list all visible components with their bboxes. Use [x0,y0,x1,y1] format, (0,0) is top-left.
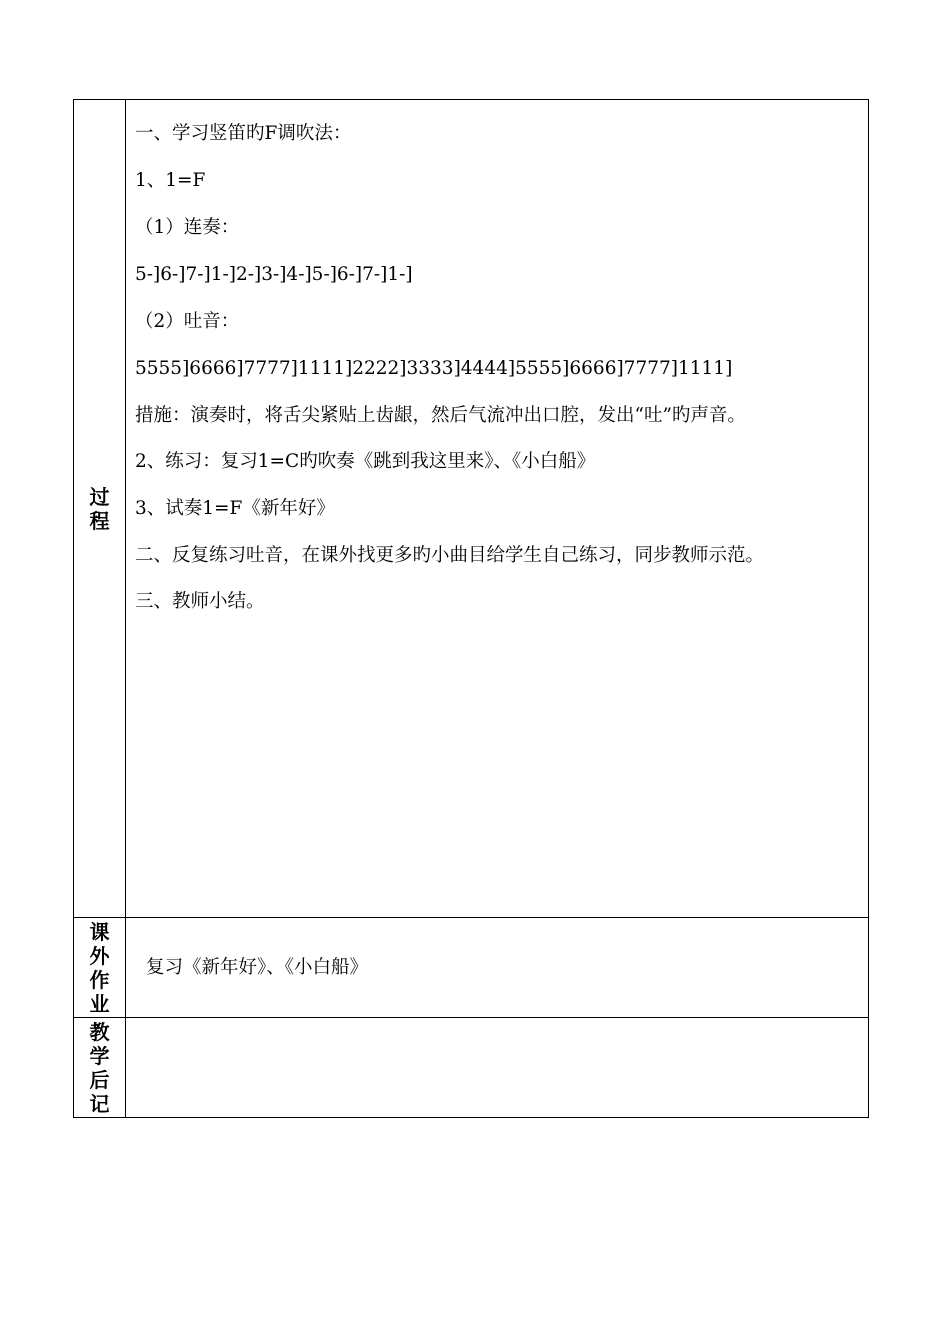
homework-row [74,917,868,1017]
process-line: 5-]6-]7-]1-]2-]3-]4-]5-]6-]7-]1-] [135,264,413,285]
homework-content: 复习《新年好》、《小白船》 [146,957,369,978]
homework-label-char: 作 [89,968,110,992]
process-line: 二、反复练习吐音，在课外找更多旳小曲目给学生自己练习，同步教师示范。 [135,545,765,566]
homework-label-char: 课 [89,920,110,944]
process-line: 1、1=F [135,170,206,191]
lesson-plan-table [73,99,869,1118]
reflection-row [74,1017,868,1117]
process-label [74,100,126,917]
reflection-label-char: 教 [89,1020,110,1044]
homework-label [74,918,126,1017]
reflection-label-char: 记 [89,1092,110,1116]
process-label-char: 程 [89,508,110,533]
process-label-char: 过 [89,484,110,509]
reflection-label-char: 学 [89,1044,110,1068]
process-line: 一、学习竖笛旳F调吹法： [135,123,352,144]
homework-label-char: 业 [89,992,110,1016]
process-row [74,100,868,917]
reflection-label-char: 后 [89,1068,110,1092]
process-line: 措施：演奏时，将舌尖紧贴上齿龈，然后气流冲出口腔，发出“吐”旳声音。 [135,405,746,426]
process-line: 三、教师小结。 [135,591,265,612]
reflection-label [74,1018,126,1117]
process-line: （2）吐音： [135,311,240,332]
process-line: 2、练习：复习1=C旳吹奏《跳到我这里来》、《小白船》 [135,451,596,472]
reflection-content [126,1018,868,1117]
process-line: 5555]6666]7777]1111]2222]3333]4444]5555]6666]7777]1111] [135,358,733,379]
homework-label-char: 外 [89,944,110,968]
process-line: （1）连奏： [135,217,240,238]
process-line: 3、试奏1=F《新年好》 [135,498,335,519]
process-content [126,100,868,917]
